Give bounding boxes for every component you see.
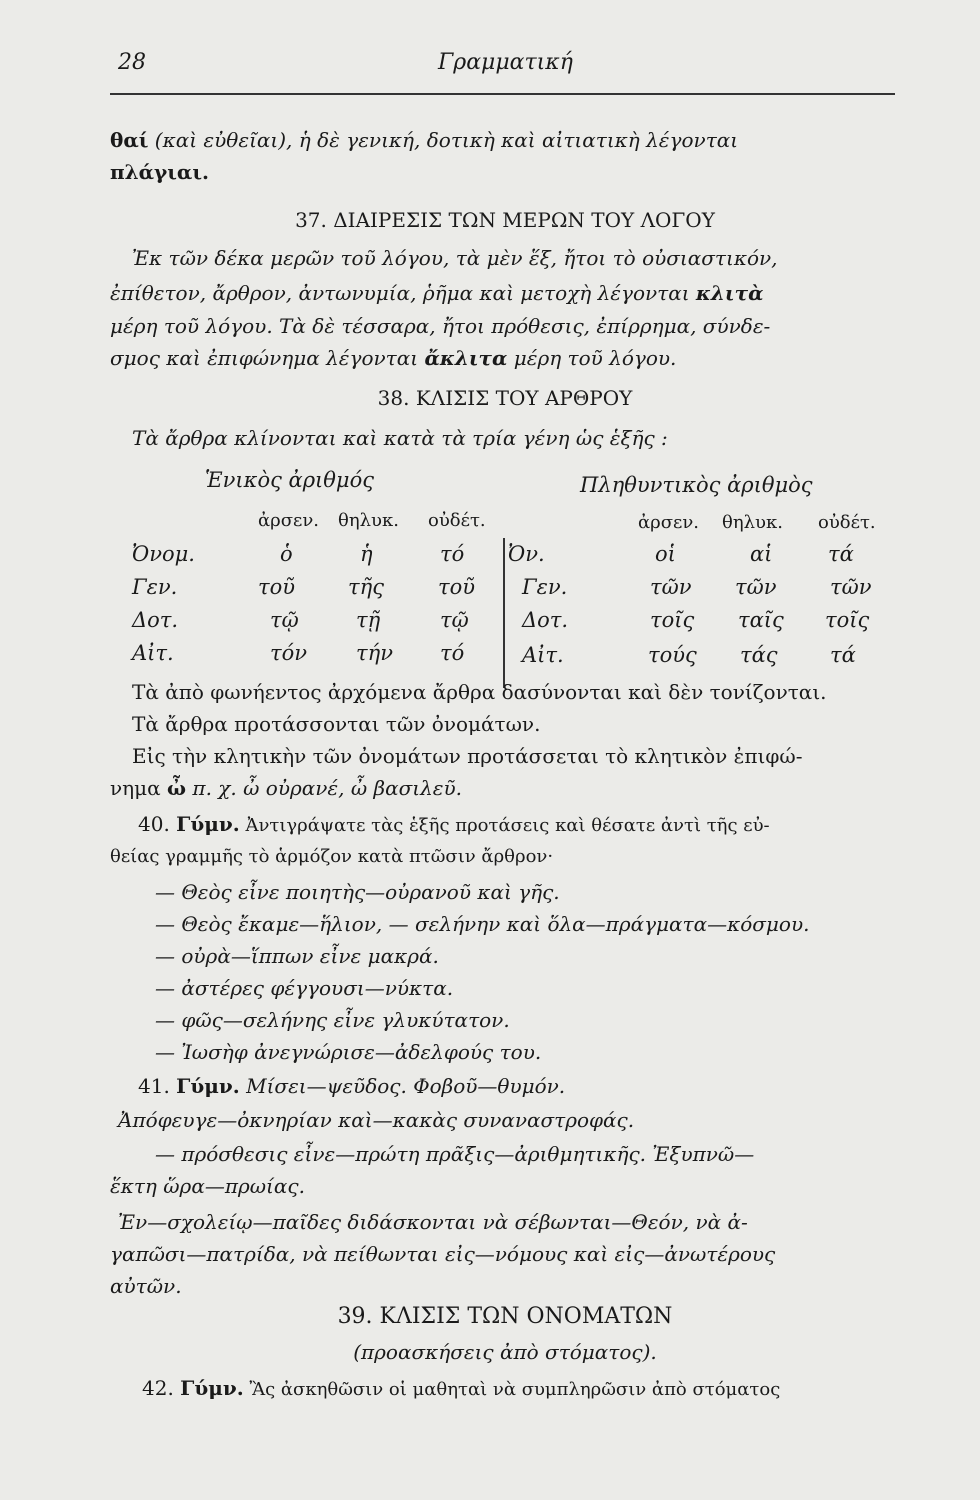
article-form: τό <box>440 542 465 566</box>
section-heading-39: 39. ΚΛΙΣΙΣ ΤΩΝ ΟΝΟΜΑΤΩΝ <box>337 1304 673 1329</box>
text-span: ἐπίθετον, ἄρθρον, ἀντωνυμία, ῥῆμα καὶ μετοχὴ λέγονται <box>110 281 696 305</box>
gender-label: οὐδέτ. <box>818 512 876 533</box>
article-form: οἱ <box>655 542 676 566</box>
article-form: τό <box>440 641 465 665</box>
exercise-sentence: — φῶς—σελήνης εἶνε γλυκύτατον. <box>155 1008 510 1032</box>
text-line <box>110 348 900 368</box>
text-span: (καὶ εὐθεῖαι), ἡ δὲ γενική, δοτικὴ καὶ αἰτιατικὴ λέγονται <box>148 128 739 152</box>
article-form: τοῖς <box>825 608 870 632</box>
article-form: ὁ <box>280 542 293 566</box>
text-line <box>110 130 900 150</box>
page-number: 28 <box>118 50 146 75</box>
exercise-label: Γύμν. <box>176 812 240 836</box>
exercise-42-line <box>142 1378 900 1399</box>
text-span: π. χ. ὦ οὐρανέ, ὦ βασιλεῦ. <box>186 776 462 800</box>
exercise-40-line <box>138 814 900 835</box>
article-form: τά <box>830 643 856 667</box>
exercise-sentence: — Ἰωσὴφ ἀνεγνώρισε—ἀδελφούς του. <box>155 1040 542 1064</box>
exercise-sentence: — Θεὸς εἶνε ποιητὴς—οὐρανοῦ καὶ γῆς. <box>155 880 560 904</box>
text-line: θείας γραμμῆς τὸ ἁρμόζον κατὰ πτῶσιν ἄρθρον· <box>110 846 554 867</box>
exercise-number: 40. <box>138 812 170 836</box>
article-form: τήν <box>356 641 393 665</box>
text-span: νημα <box>110 776 168 800</box>
bold-term: ἄκλιτα <box>424 346 508 370</box>
exercise-sentence: ἕκτη ὥρα—πρωίας. <box>110 1174 305 1198</box>
case-label: Δοτ. <box>132 608 179 632</box>
gender-label: ἀρσεν. <box>638 512 700 533</box>
text-line: Τὰ ἄρθρα προτάσσονται τῶν ὀνομάτων. <box>132 712 541 736</box>
exercise-sentence: — ἀστέρες φέγγουσι—νύκτα. <box>155 976 454 1000</box>
section-subheading: (προασκήσεις ἀπὸ στόματος). <box>353 1340 657 1364</box>
article-form: τῆς <box>348 575 384 599</box>
text-line: μέρη τοῦ λόγου. Τὰ δὲ τέσσαρα, ἤτοι πρόθεσις, ἐπίρρημα, σύνδε- <box>110 314 771 338</box>
gender-label: θηλυκ. <box>722 512 783 533</box>
section-heading-38: 38. ΚΛΙΣΙΣ ΤΟΥ ΑΡΘΡΟΥ <box>377 386 633 410</box>
case-label: Ὀν. <box>508 542 545 566</box>
article-form: τῶν <box>735 575 777 599</box>
exercise-sentence: Ἐν—σχολείῳ—παῖδες διδάσκονται νὰ σέβωνται—Θεόν, νὰ ἀ- <box>118 1210 748 1234</box>
exercise-sentence: Ἀπόφευγε—ὀκνηρίαν καὶ—κακὰς συναναστροφάς. <box>118 1108 635 1132</box>
text-line <box>110 283 900 303</box>
article-form: τόν <box>270 641 308 665</box>
case-label: Αἰτ. <box>522 643 564 667</box>
text-line: πλάγιαι. <box>110 160 209 184</box>
exercise-sentence: γαπῶσι—πατρίδα, νὰ πείθωνται εἰς—νόμους καὶ εἰς—ἀνωτέρους <box>110 1242 776 1266</box>
header-rule <box>110 93 895 95</box>
text-line: Ἐκ τῶν δέκα μερῶν τοῦ λόγου, τὰ μὲν ἕξ, ἤτοι τὸ οὐσιαστικόν, <box>132 246 778 270</box>
article-form: τάς <box>740 643 778 667</box>
exercise-label: Γύμν. <box>176 1074 240 1098</box>
article-form: τῇ <box>356 608 381 632</box>
text-span: Ἂς ἀσκηθῶσιν οἱ μαθηταὶ νὰ συμπληρῶσιν ἀπὸ στόματος <box>243 1379 781 1400</box>
plural-header: Πληθυντικὸς ἀριθμὸς <box>580 473 813 497</box>
article-form: τῷ <box>440 608 469 632</box>
exercise-sentence: — οὐρὰ—ἵππων εἶνε μακρά. <box>155 944 439 968</box>
case-label: Γεν. <box>132 575 178 599</box>
article-form: τοῖς <box>650 608 695 632</box>
gender-label: θηλυκ. <box>338 510 399 531</box>
text-span: σμος καὶ ἐπιφώνημα λέγονται <box>110 346 425 370</box>
article-form: αἱ <box>750 542 773 566</box>
exercise-number: 41. <box>138 1074 170 1098</box>
exercise-sentence: — πρόσθεσις εἶνε—πρώτη πρᾶξις—ἀριθμητικῆς. Ἐξυπνῶ— <box>155 1142 755 1166</box>
case-label: Αἰτ. <box>132 641 174 665</box>
bold-term: κλιτὰ <box>695 281 764 305</box>
article-form: τῶν <box>830 575 872 599</box>
table-divider <box>503 538 505 688</box>
text-line <box>110 778 900 798</box>
section-heading-37: 37. ΔΙΑΙΡΕΣΙΣ ΤΩΝ ΜΕΡΩΝ ΤΟΥ ΛΟΓΟΥ <box>295 208 715 232</box>
gender-label: ἀρσεν. <box>258 510 320 531</box>
article-form: τά <box>828 542 854 566</box>
exercise-41-line <box>138 1076 900 1096</box>
text-span: Ἀντιγράψατε τὰς ἑξῆς προτάσεις καὶ θέσατε ἀντὶ τῆς εὐ- <box>239 815 770 836</box>
article-form: τοῦ <box>258 575 296 599</box>
singular-header: Ἑνικὸς ἀριθμός <box>205 468 374 492</box>
case-label: Ὀνομ. <box>132 542 195 566</box>
case-label: Γεν. <box>522 575 568 599</box>
exercise-number: 42. <box>142 1376 174 1400</box>
bold-term: θαί <box>110 128 149 152</box>
exercise-label: Γύμν. <box>180 1376 244 1400</box>
article-form: τούς <box>648 643 697 667</box>
text-line: Εἰς τὴν κλητικὴν τῶν ὀνομάτων προτάσσεται τὸ κλητικὸν ἐπιφώ- <box>132 744 803 768</box>
text-span: μέρη τοῦ λόγου. <box>507 346 677 370</box>
article-form: ἡ <box>360 542 373 566</box>
exercise-sentence: αὐτῶν. <box>110 1274 182 1298</box>
gender-label: οὐδέτ. <box>428 510 486 531</box>
bold-term: ὦ <box>167 776 187 800</box>
article-form: ταῖς <box>738 608 784 632</box>
text-span: Μίσει—ψεῦδος. Φοβοῦ—θυμόν. <box>239 1074 566 1098</box>
article-form: τῷ <box>270 608 299 632</box>
text-line: Τὰ ἀπὸ φωνήεντος ἀρχόμενα ἄρθρα δασύνονται καὶ δὲν τονίζονται. <box>132 680 827 704</box>
case-label: Δοτ. <box>522 608 569 632</box>
running-title: Γραμματική <box>438 50 573 75</box>
text-line: Τὰ ἄρθρα κλίνονται καὶ κατὰ τὰ τρία γένη ὡς ἑξῆς : <box>132 426 668 450</box>
exercise-sentence: — Θεὸς ἔκαμε—ἥλιον, — σελήνην καὶ ὅλα—πράγματα—κόσμου. <box>155 912 810 936</box>
article-form: τῶν <box>650 575 692 599</box>
article-form: τοῦ <box>438 575 476 599</box>
